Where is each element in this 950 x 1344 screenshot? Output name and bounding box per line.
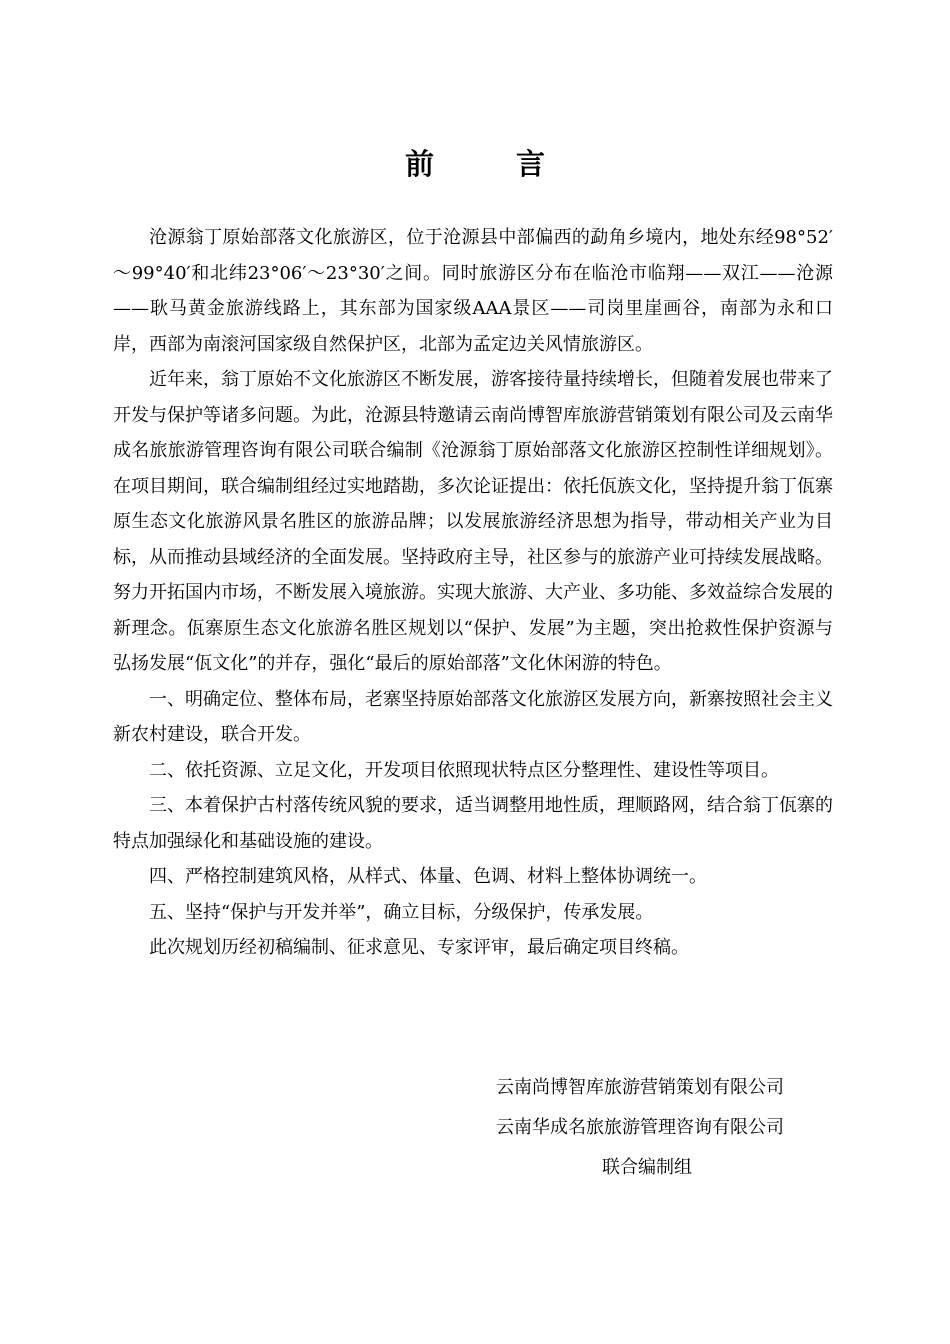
paragraph-principle-3: 三、本着保护古村落传统风貌的要求，适当调整用地性质，理顺路网，结合翁丁佤寨的特点加强绿化和基础设施的建设。 [113, 795, 833, 852]
paragraph-principle-1: 一、明确定位、整体布局，老寨坚持原始部落文化旅游区发展方向，新寨按照社会主义新农村建设，联合开发。 [113, 688, 833, 745]
paragraph-principle-2: 二、依托资源、立足文化，开发项目依照现状特点区分整理性、建设性等项目。 [149, 759, 779, 781]
paragraph-background: 近年来，翁丁原始不文化旅游区不断发展，游客接待量持续增长，但随着发展也带来了开发与保护等诸多问题。为此，沧源县特邀请云南尚博智库旅游营销策划有限公司及云南华成名旅旅游管理咨询有限公司联合编制《沧源翁丁原始部落文化旅游区控制性详细规划》。在项目期间，联合编制组经过实地踏勘，多次论证提出：依托佤族文化，坚持提升翁丁佤寨原生态文化旅游风景名胜区的旅游品牌；以发展旅游经济思想为指导，带动相关产业为目标，从而推动县域经济的全面发展。坚持政府主导，社区参与的旅游产业可持续发展战略。努力开拓国内市场，不断发展入境旅游。实现大旅游、大产业、多功能、多效益综合发展的新理念。佤寨原生态文化旅游名胜区规划以“保护、发展”为主题，突出抢救性保护资源与弘扬发展“佤文化”的并存，强化“最后的原始部落”文化休闲游的特色。 [113, 369, 833, 674]
page-title: 前 言 [404, 147, 582, 181]
paragraph-principle-5: 五、坚持“保护与开发并举”，确立目标，分级保护，传承发展。 [149, 901, 654, 923]
paragraph-conclusion: 此次规划历经初稿编制、征求意见、专家评审，最后确定项目终稿。 [149, 937, 689, 958]
paragraph-location: 沧源翁丁原始部落文化旅游区，位于沧源县中部偏西的勐角乡境内，地处东经98°52′～99°40′和北纬23°06′～23°30′之间。同时旅游区分布在临沧市临翔——双江——沧源——耿马黄金旅游线路上，其东部为国家级AAA景区——司岗里崖画谷，南部为永和口岸，西部为南滚河国家级自然保护区，北部为孟定边关风情旅游区。 [113, 227, 833, 355]
signature-group: 联合编制组 [602, 1157, 692, 1178]
paragraph-principle-4: 四、严格控制建筑风格，从样式、体量、色调、材料上整体协调统一。 [149, 866, 707, 887]
document-body [113, 220, 833, 966]
signature-block [470, 1068, 830, 1188]
signature-org-2: 云南华成名旅旅游管理咨询有限公司 [496, 1117, 784, 1138]
signature-org-1: 云南尚博智库旅游营销策划有限公司 [496, 1077, 784, 1098]
